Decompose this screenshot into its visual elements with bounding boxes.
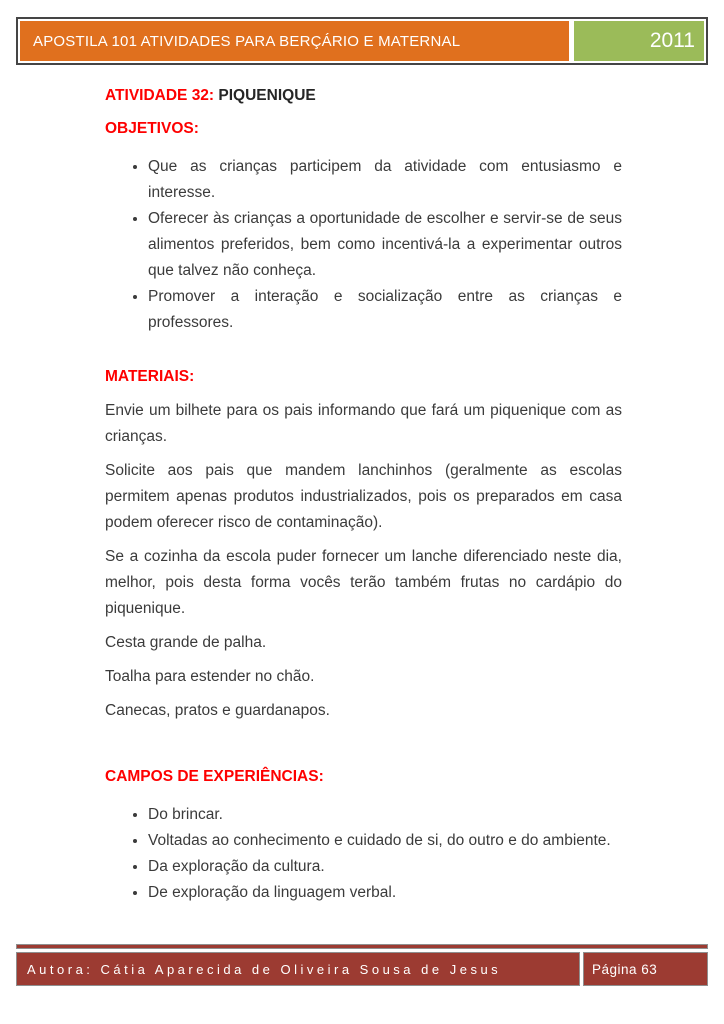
list-item: • Do brincar. bbox=[148, 802, 622, 828]
footer-author: Autora: Cátia Aparecida de Oliveira Sousa de Jesus bbox=[16, 952, 580, 986]
activity-label: ATIVIDADE 32: bbox=[105, 87, 215, 104]
materiais-paragraph: Se a cozinha da escola puder fornecer um lanche diferenciado neste dia, melhor, pois desta forma vocês terão também frutas no cardápio do piquenique. bbox=[105, 548, 622, 617]
materiais-paragraph: Envie um bilhete para os pais informando que fará um piquenique com as crianças. bbox=[105, 402, 622, 445]
footer-page-number: Página 63 bbox=[583, 952, 708, 986]
list-item: • Oferecer às crianças a oportunidade de escolher e servir-se de seus alimentos preferidos, bem como incentivá-la a experimentar outros que talvez não conheça. bbox=[148, 206, 622, 284]
footer bbox=[16, 944, 708, 986]
materiais-paragraph: Solicite aos pais que mandem lanchinhos (geralmente as escolas permitem apenas produtos industrializados, pois os preparados em casa podem oferecer risco de contaminação). bbox=[105, 462, 622, 531]
list-item: • Voltadas ao conhecimento e cuidado de si, do outro e do ambiente. bbox=[148, 828, 622, 854]
list-item: • De exploração da linguagem verbal. bbox=[148, 880, 622, 906]
footer-divider-strip bbox=[16, 944, 708, 949]
objetivos-heading: OBJETIVOS: bbox=[105, 120, 199, 137]
objetivos-list bbox=[105, 154, 622, 336]
materiais-paragraph: Cesta grande de palha. bbox=[105, 634, 267, 651]
activity-title bbox=[105, 83, 622, 109]
header-year-badge: 2011 bbox=[574, 21, 704, 61]
list-item: • Que as crianças participem da atividade com entusiasmo e interesse. bbox=[148, 154, 622, 206]
activity-name: PIQUENIQUE bbox=[218, 87, 316, 104]
materiais-paragraph: Toalha para estender no chão. bbox=[105, 668, 315, 685]
list-item: • Da exploração da cultura. bbox=[148, 854, 622, 880]
document-content bbox=[105, 65, 622, 906]
materiais-paragraph: Canecas, pratos e guardanapos. bbox=[105, 702, 330, 719]
footer-bar bbox=[16, 952, 708, 986]
header-title: APOSTILA 101 ATIVIDADES PARA BERÇÁRIO E MATERNAL bbox=[20, 21, 569, 61]
header-banner bbox=[16, 17, 708, 65]
campos-list bbox=[105, 802, 622, 906]
materiais-heading: MATERIAIS: bbox=[105, 368, 195, 385]
list-item: • Promover a interação e socialização entre as crianças e professores. bbox=[148, 284, 622, 336]
campos-heading: CAMPOS DE EXPERIÊNCIAS: bbox=[105, 768, 324, 785]
